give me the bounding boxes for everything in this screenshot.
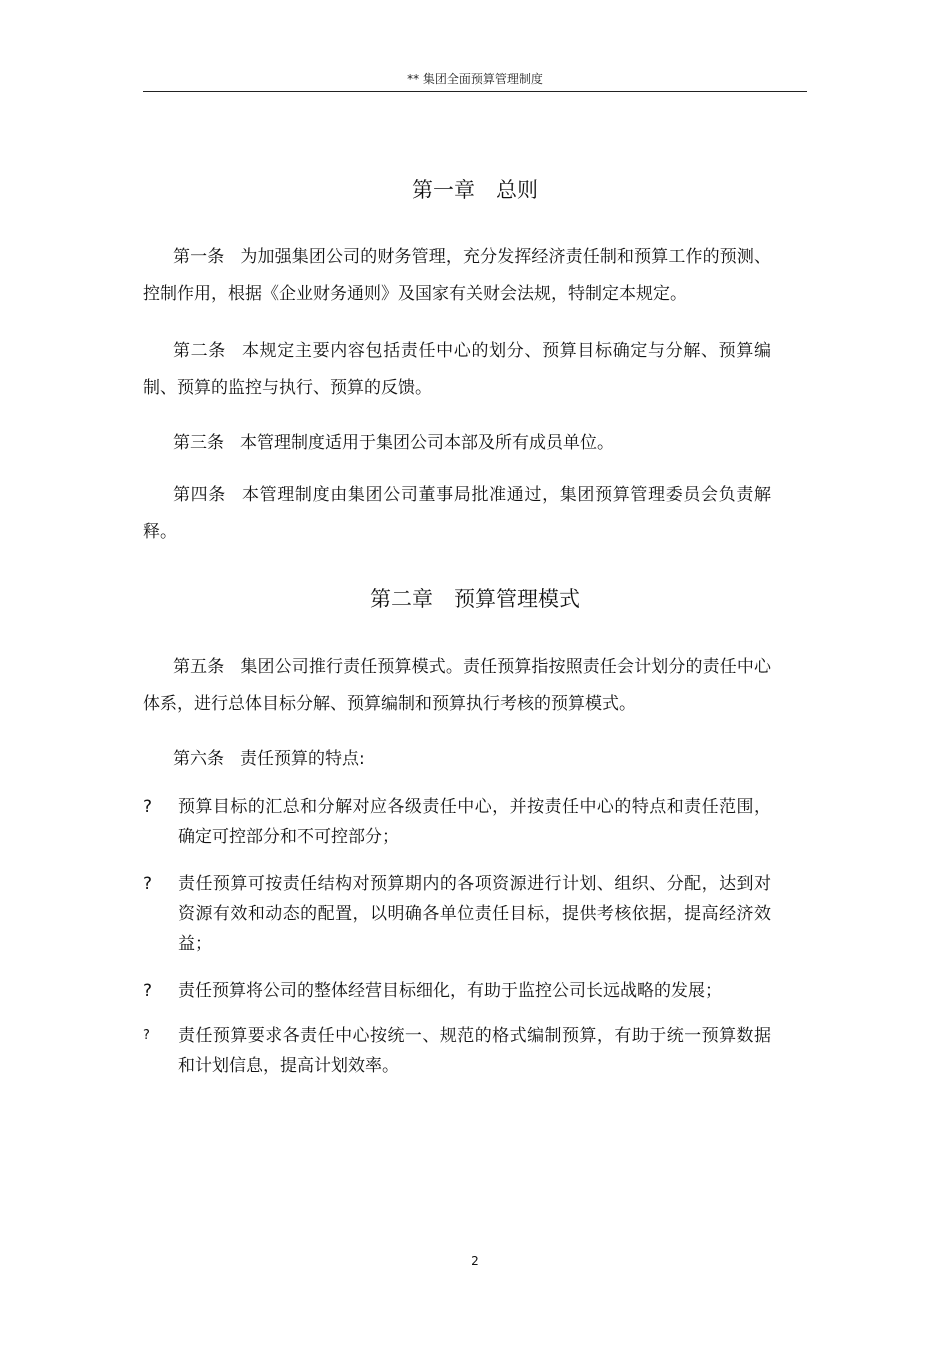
article-label: 第五条: [173, 657, 225, 677]
article-label: 第三条: [173, 433, 224, 453]
article-text: 本规定主要内容包括责任中心的划分、预算目标确定与分解、预算编制、预算的监控与执行、预算的反馈。: [143, 341, 771, 398]
page-number: 2: [471, 1254, 479, 1268]
chapter-2-title: 第二章 预算管理模式: [370, 587, 580, 611]
article-5: [143, 649, 771, 723]
feature-text: 责任预算可按责任结构对预算期内的各项资源进行计划、组织、分配，达到对资源有效和动态的配置，以明确各单位责任目标，提供考核依据，提高经济效益；: [178, 874, 771, 954]
feature-text: 责任预算要求各责任中心按统一、规范的格式编制预算，有助于统一预算数据和计划信息，提高计划效率。: [178, 1026, 771, 1076]
article-label: 第一条: [173, 247, 225, 267]
article-3: [143, 425, 771, 462]
running-header: ** 集团全面预算管理制度: [407, 72, 543, 86]
article-label: 第二条: [173, 341, 226, 361]
article-label: 第六条: [173, 749, 224, 769]
article-text: 本管理制度由集团公司董事局批准通过，集团预算管理委员会负责解释。: [143, 485, 771, 542]
article-2: [143, 333, 771, 407]
article-text: 为加强集团公司的财务管理，充分发挥经济责任制和预算工作的预测、控制作用，根据《企业财务通则》及国家有关财会法规，特制定本规定。: [143, 247, 772, 304]
header-rule: [143, 91, 807, 92]
article-4: [143, 477, 771, 551]
article-6: [143, 741, 771, 778]
article-text: 责任预算的特点:: [240, 749, 365, 769]
bullet-marker: ?: [143, 797, 153, 817]
article-label: 第四条: [173, 485, 226, 505]
article-text: 集团公司推行责任预算模式。责任预算指按照责任会计划分的责任中心体系，进行总体目标分解、预算编制和预算执行考核的预算模式。: [143, 657, 772, 714]
bullet-marker: ?: [143, 874, 153, 894]
bullet-marker: ?: [143, 981, 153, 1001]
feature-text: 责任预算将公司的整体经营目标细化，有助于监控公司长远战略的发展；: [178, 981, 722, 1001]
feature-text: 预算目标的汇总和分解对应各级责任中心，并按责任中心的特点和责任范围，确定可控部分和不可控部分；: [178, 797, 771, 847]
bullet-marker: ?: [143, 1028, 150, 1043]
article-1: [143, 239, 771, 313]
chapter-1-title: 第一章 总则: [412, 178, 538, 202]
article-text: 本管理制度适用于集团公司本部及所有成员单位。: [240, 433, 614, 453]
